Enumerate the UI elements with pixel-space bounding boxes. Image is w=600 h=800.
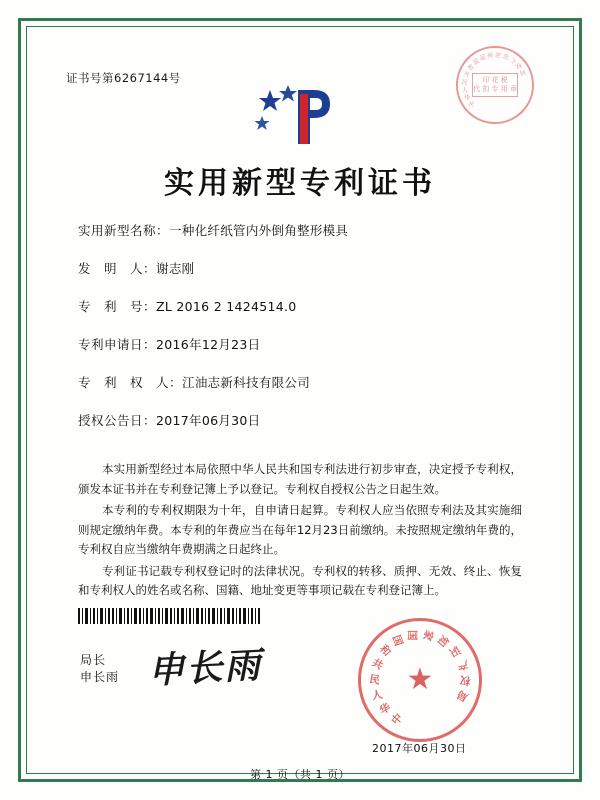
field-label: 专 利 号： bbox=[78, 299, 157, 314]
field-value: ZL 2016 2 1424514.0 bbox=[156, 299, 297, 314]
legal-paragraph: 专利证书记载专利权登记时的法律状况。专利权的转移、质押、无效、终止、恢复和专利权人的姓名或名称、国籍、地址变更等事项记载在专利登记簿上。 bbox=[78, 563, 522, 597]
field-value: 一种化纤纸管内外倒角整形模具 bbox=[169, 223, 349, 238]
tax-stamp-seal-center-line2: 代 扣 专 用 章 bbox=[473, 85, 517, 93]
field-value: 谢志刚 bbox=[156, 261, 195, 276]
field-label: 授权公告日： bbox=[78, 413, 157, 428]
signature-block bbox=[80, 652, 119, 686]
field-label: 发 明 人： bbox=[78, 261, 157, 276]
official-seal-star: ★ bbox=[406, 662, 434, 697]
field-row bbox=[78, 336, 522, 353]
tax-stamp-seal bbox=[456, 46, 534, 124]
tax-stamp-seal-center bbox=[472, 73, 518, 97]
page-footer: 第 1 页（共 1 页） bbox=[250, 768, 350, 781]
field-row bbox=[78, 260, 522, 277]
barcode-svg bbox=[78, 608, 260, 624]
legal-paragraph: 本实用新型经过本局依照中华人民共和国专利法进行初步审查，决定授予专利权，颁发本证书并在专利登记簿上予以登记。专利权自授权公告之日起生效。 bbox=[78, 462, 522, 496]
legal-paragraph: 本专利的专利权期限为十年，自申请日起算。专利权人应当依照专利法及其实施细则规定缴纳年费。本专利的年费应当在每年12月23日前缴纳。未按照规定缴纳年费的，专利权自应当缴纳年费期满之日起终止。 bbox=[78, 503, 522, 556]
field-row bbox=[78, 374, 522, 391]
field-label: 专利申请日： bbox=[78, 337, 157, 352]
seal-date: 2017年06月30日 bbox=[372, 742, 467, 755]
certificate-fields bbox=[78, 222, 522, 450]
legal-body-text bbox=[78, 460, 522, 603]
director-title: 局长 bbox=[80, 653, 107, 667]
page-title: 实用新型专利证书 bbox=[164, 166, 436, 201]
field-label: 专 利 权 人： bbox=[78, 375, 183, 390]
director-name: 申长雨 bbox=[80, 670, 120, 684]
sipo-logo bbox=[240, 82, 360, 150]
certificate-number: 证书号第6267144号 bbox=[66, 71, 181, 85]
field-row bbox=[78, 298, 522, 315]
field-row bbox=[78, 222, 522, 239]
barcode bbox=[78, 608, 260, 624]
tax-stamp-seal-center-line1: 印 花 税 bbox=[482, 76, 508, 84]
handwritten-signature: 申长雨 bbox=[147, 644, 264, 692]
field-value: 2017年06月30日 bbox=[156, 413, 261, 428]
official-seal: 中 华 人 民 共 和 国 国 家 知 识 产 权 局 ★ bbox=[358, 618, 482, 742]
sipo-logo-svg bbox=[240, 82, 360, 150]
field-value: 2016年12月23日 bbox=[156, 337, 261, 352]
field-value: 江油志新科技有限公司 bbox=[182, 375, 311, 390]
certificate-content bbox=[40, 40, 560, 760]
tax-stamp-seal-ring: 中 华 人 民 共 和 国 国 家 知 识 产 权 局 bbox=[460, 50, 527, 110]
field-label: 实用新型名称： bbox=[78, 223, 170, 238]
field-row bbox=[78, 412, 522, 429]
